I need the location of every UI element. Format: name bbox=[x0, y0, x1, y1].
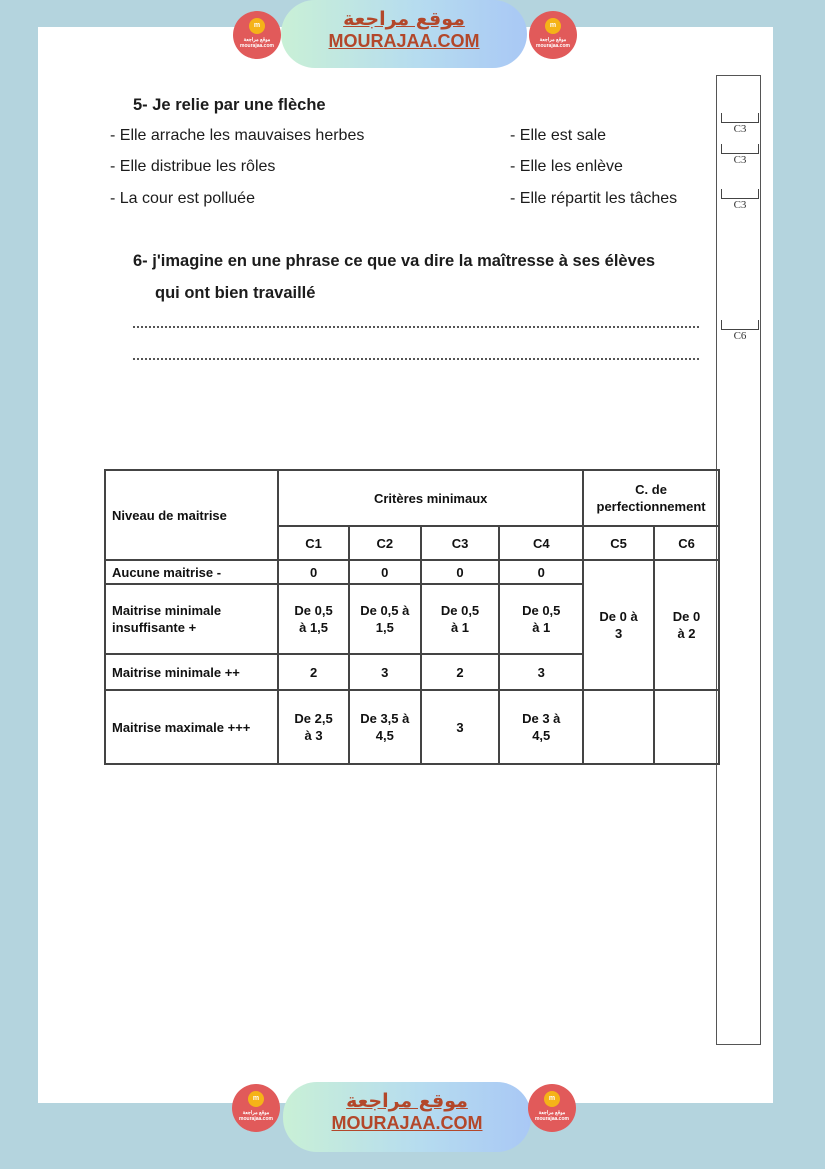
column-header: C5 bbox=[583, 526, 654, 560]
column-header: C1 bbox=[278, 526, 349, 560]
table-cell: 0 bbox=[278, 560, 349, 584]
site-logo-icon: m موقع مراجعة mourajaa.com bbox=[529, 11, 577, 59]
site-url[interactable]: MOURAJAA.COM bbox=[328, 31, 480, 51]
site-link[interactable] bbox=[281, 0, 527, 68]
logo-text: موقع مراجعة mourajaa.com bbox=[535, 1110, 569, 1122]
table-cell: De 0,5 à 1 bbox=[421, 584, 500, 654]
table-cell: 2 bbox=[421, 654, 500, 690]
column-header: C4 bbox=[499, 526, 583, 560]
site-logo-icon: m موقع مراجعة mourajaa.com bbox=[232, 1084, 280, 1132]
criterion-label: C3 bbox=[733, 154, 747, 166]
table-cell: De 3 à 4,5 bbox=[499, 690, 583, 764]
row-label: Maitrise minimale ++ bbox=[105, 654, 278, 690]
row-label: Aucune maitrise - bbox=[105, 560, 278, 584]
table-cell: 3 bbox=[499, 654, 583, 690]
c5-merged-cell: De 0 à 3 bbox=[583, 560, 654, 690]
match-left-item: - La cour est polluée bbox=[110, 190, 255, 207]
answer-line[interactable] bbox=[133, 358, 699, 360]
row-label: Maitrise minimale insuffisante + bbox=[105, 584, 278, 654]
site-logo-icon: m موقع مراجعة mourajaa.com bbox=[233, 11, 281, 59]
table-cell-empty bbox=[583, 690, 654, 764]
logo-text: موقع مراجعة mourajaa.com bbox=[239, 1110, 273, 1122]
column-header: C6 bbox=[654, 526, 719, 560]
table-cell: De 2,5 à 3 bbox=[278, 690, 349, 764]
criterion-box bbox=[721, 144, 759, 166]
criterion-box bbox=[721, 113, 759, 135]
site-logo-icon: m موقع مراجعة mourajaa.com bbox=[528, 1084, 576, 1132]
table-cell: De 0,5 à 1 bbox=[499, 584, 583, 654]
site-name-arabic[interactable]: موقع مراجعة bbox=[343, 8, 465, 30]
table-cell-empty bbox=[654, 690, 719, 764]
table-cell: De 3,5 à 4,5 bbox=[349, 690, 421, 764]
match-left-item: - Elle arrache les mauvaises herbes bbox=[110, 127, 365, 144]
column-header: C3 bbox=[421, 526, 500, 560]
header-perfectionnement: C. de perfectionnement bbox=[583, 470, 719, 526]
criterion-box bbox=[721, 320, 759, 342]
table-cell: De 0,5 à 1,5 bbox=[349, 584, 421, 654]
match-right-item: - Elle répartit les tâches bbox=[510, 190, 678, 207]
logo-text: موقع مراجعة mourajaa.com bbox=[536, 37, 570, 49]
logo-text: موقع مراجعة mourajaa.com bbox=[240, 37, 274, 49]
table-row bbox=[105, 560, 719, 584]
table-cell: 0 bbox=[421, 560, 500, 584]
exercise6-title-cont: qui ont bien travaillé bbox=[155, 284, 316, 302]
table-cell: De 0,5 à 1,5 bbox=[278, 584, 349, 654]
site-name-arabic[interactable]: موقع مراجعة bbox=[346, 1090, 468, 1112]
c6-merged-cell: De 0 à 2 bbox=[654, 560, 719, 690]
site-banner-top bbox=[0, 0, 825, 75]
criterion-label: C6 bbox=[733, 330, 747, 342]
table-row bbox=[105, 690, 719, 764]
criterion-box bbox=[721, 189, 759, 211]
site-banner-bottom bbox=[0, 1082, 825, 1157]
table-cell: 3 bbox=[349, 654, 421, 690]
exercise5-title: 5- Je relie par une flèche bbox=[133, 96, 326, 114]
grading-margin-column bbox=[716, 75, 761, 1045]
table-cell: 2 bbox=[278, 654, 349, 690]
exercise6-title: 6- j'imagine en une phrase ce que va dire la maîtresse à ses élèves bbox=[133, 252, 656, 270]
site-link[interactable] bbox=[283, 1082, 531, 1152]
header-niveau: Niveau de maitrise bbox=[105, 470, 278, 560]
criterion-label: C3 bbox=[733, 199, 747, 211]
grading-table bbox=[104, 469, 720, 765]
row-label: Maitrise maximale +++ bbox=[105, 690, 278, 764]
table-cell: 3 bbox=[421, 690, 500, 764]
site-url[interactable]: MOURAJAA.COM bbox=[331, 1113, 483, 1133]
match-right-item: - Elle les enlève bbox=[510, 158, 623, 175]
answer-line[interactable] bbox=[133, 326, 699, 328]
header-criteres-minimaux: Critères minimaux bbox=[278, 470, 583, 526]
table-cell: 0 bbox=[499, 560, 583, 584]
column-header: C2 bbox=[349, 526, 421, 560]
match-left-item: - Elle distribue les rôles bbox=[110, 158, 276, 175]
table-cell: 0 bbox=[349, 560, 421, 584]
match-right-item: - Elle est sale bbox=[510, 127, 607, 144]
criterion-label: C3 bbox=[733, 123, 747, 135]
